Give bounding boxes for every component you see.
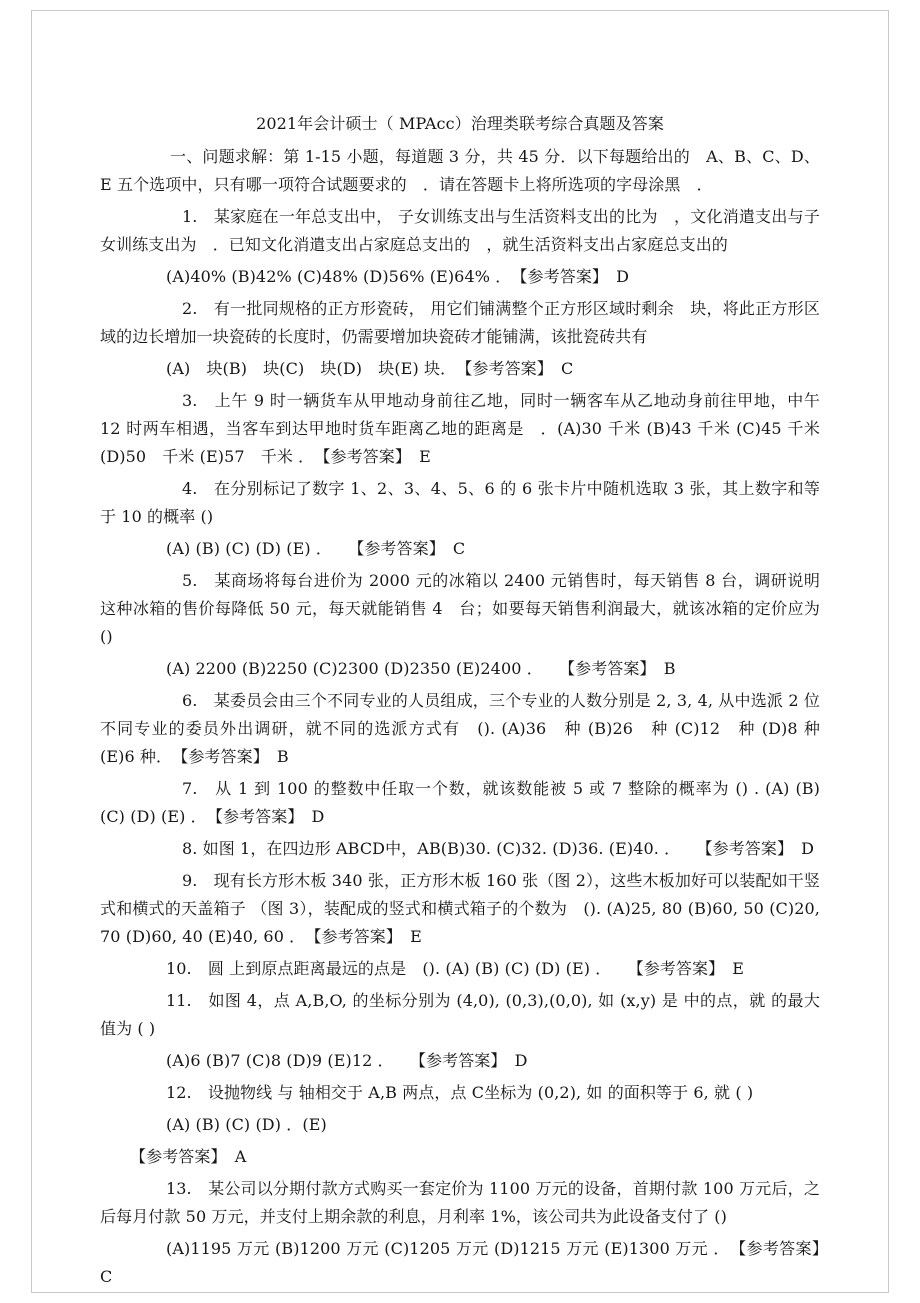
question-5-options: (A) 2200 (B)2250 (C)2300 (D)2350 (E)2400 ． 【参考答案】 B — [166, 659, 676, 678]
question-13-stem: 13. 某公司以分期付款方式购买一套定价为 1100 万元的设备，首期付款 100 万元后，之后每月付款 50 万元，并支付上期余款的利息，月利率 1%，该公司共为此设备支付了 () — [100, 1179, 820, 1226]
question-1-stem: 1. 某家庭在一年总支出中， 子女训练支出与生活资料支出的比为 ，文化消遣支出与子女训练支出为 ．已知文化消遣支出占家庭总支出的 ，就生活资料支出占家庭总支出的 — [100, 207, 820, 254]
question-8-stem: 8. 如图 1，在四边形 ABCD中，AB(B)30. (C)32. (D)36. (E)40. ． 【参考答案】 D — [182, 839, 815, 858]
question-2-options: (A) 块(B) 块(C) 块(D) 块(E) 块． 【参考答案】 C — [166, 359, 574, 378]
question-7-stem: 7. 从 1 到 100 的整数中任取一个数，就该数能被 5 或 7 整除的概率为 () . (A) (B) (C) (D) (E) ． 【参考答案】 D — [100, 779, 820, 826]
question-9-stem: 9. 现有长方形木板 340 张，正方形木板 160 张（图 2），这些木板加好可以装配如干竖式和横式的天盖箱子 （图 3），装配成的竖式和横式箱子的个数为 (). (A)25, 80 (B)60, 50 (C)20, 70 (D)60, 40 (E)40, 60 ． 【参考答案】 E — [100, 871, 820, 946]
question-5-stem: 5. 某商场将每台进价为 2000 元的冰箱以 2400 元销售时，每天销售 8 台，调研说明这种冰箱的售价每降低 50 元，每天就能销售 4 台；如要每天销售利润最大，就该冰箱的定价应为 () — [100, 571, 820, 646]
question-11-stem: 11. 如图 4，点 A,B,O, 的坐标分别为 (4,0), (0,3),(0,0), 如 (x,y) 是 中的点，就 的最大值为 ( ) — [100, 991, 820, 1038]
question-12-stem: 12. 设抛物线 与 轴相交于 A,B 两点，点 C坐标为 (0,2), 如 的面积等于 6, 就 ( ) — [166, 1083, 754, 1102]
document-title: 2021年会计硕士（ MPAcc）治理类联考综合真题及答案 — [256, 114, 664, 133]
question-11-options: (A)6 (B)7 (C)8 (D)9 (E)12 ． 【参考答案】 D — [166, 1051, 528, 1070]
question-4-stem: 4. 在分别标记了数字 1、2、3、4、5、6 的 6 张卡片中随机选取 3 张，其上数字和等于 10 的概率 () — [100, 479, 820, 526]
question-10-stem: 10. 圆 上到原点距离最远的点是 (). (A) (B) (C) (D) (E) ． 【参考答案】 E — [166, 959, 745, 978]
question-12-options: (A) (B) (C) (D) ．(E) — [166, 1115, 327, 1134]
question-1-options: (A)40% (B)42% (C)48% (D)56% (E)64% ． 【参考答案】 D — [166, 267, 630, 286]
section-instructions: 一、问题求解：第 1-15 小题，每道题 3 分，共 45 分．以下每题给出的 A、B、C、D、E 五个选项中，只有哪一项符合试题要求的 ．请在答题卡上将所选项的字母涂黑 ． — [100, 147, 820, 194]
question-3-stem: 3. 上午 9 时一辆货车从甲地动身前往乙地，同时一辆客车从乙地动身前往甲地，中午 12 时两车相遇，当客车到达甲地时货车距离乙地的距离是 ．(A)30 千米 (B)43 千米 (C)45 千米 (D)50 千米 (E)57 千米 ． 【参考答案】 E — [100, 391, 820, 466]
document-content — [100, 110, 837, 1295]
question-2-stem: 2. 有一批同规格的正方形瓷砖， 用它们铺满整个正方形区域时剩余 块，将此正方形区域的边长增加一块瓷砖的长度时，仍需要增加块瓷砖才能铺满，该批瓷砖共有 — [100, 299, 820, 346]
question-4-options: (A) (B) (C) (D) (E) ． 【参考答案】 C — [166, 539, 466, 558]
question-12-answer: 【参考答案】 A — [130, 1147, 247, 1166]
question-6-stem: 6. 某委员会由三个不同专业的人员组成，三个专业的人数分别是 2, 3, 4, 从中选派 2 位不同专业的委员外出调研，就不同的选派方式有 (). (A)36 种 (B)26 种 (C)12 种 (D)8 种 (E)6 种． 【参考答案】 B — [100, 691, 820, 766]
question-13-options: (A)1195 万元 (B)1200 万元 (C)1205 万元 (D)1215 万元 (E)1300 万元 ． 【参考答案】 C — [100, 1239, 837, 1286]
